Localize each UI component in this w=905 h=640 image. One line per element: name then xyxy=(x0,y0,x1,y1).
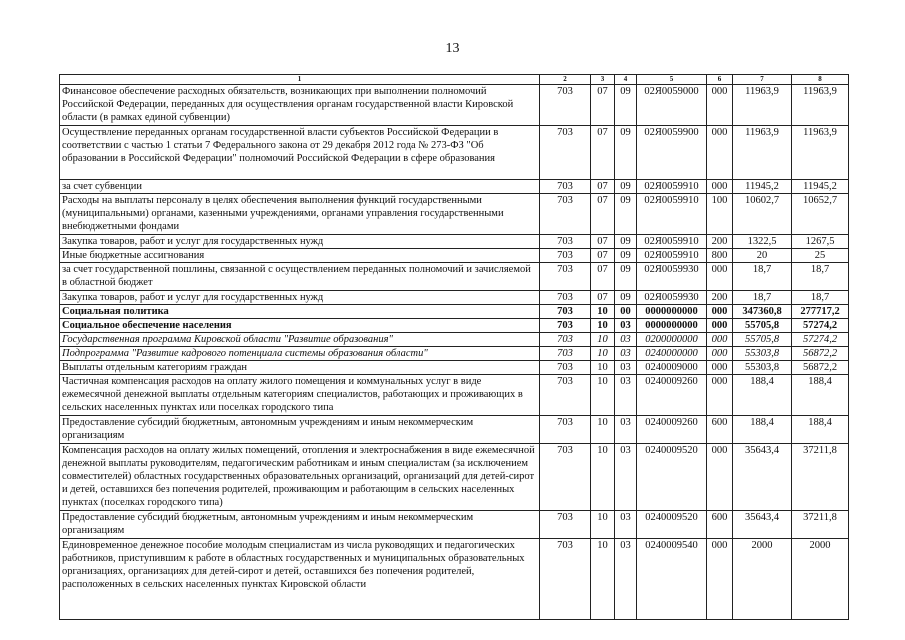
col-3-section: 10 xyxy=(591,333,615,347)
col-2-code: 703 xyxy=(540,416,591,444)
col-6-type: 000 xyxy=(707,375,733,416)
col-3-section: 10 xyxy=(591,305,615,319)
page-number: 13 xyxy=(445,41,460,56)
col-7-value: 188,4 xyxy=(733,375,792,416)
col-3-section: 07 xyxy=(591,263,615,291)
col-3-section: 10 xyxy=(591,319,615,333)
row-description: Частичная компенсация расходов на оплату жилого помещения и коммунальных услуг в виде ежемесячной денежной выплаты отдельным категориям специалистов, работающих и проживающих в сельских населенных пунктах или поселках городского типа xyxy=(60,375,540,416)
col-8-value: 188,4 xyxy=(792,375,849,416)
row-description: Закупка товаров, работ и услуг для государственных нужд xyxy=(60,291,540,305)
col-7-value: 35643,4 xyxy=(733,511,792,539)
col-4-subsection: 03 xyxy=(615,444,637,511)
col-6-type: 000 xyxy=(707,126,733,180)
header-cell: 3 xyxy=(591,75,615,85)
col-3-section: 10 xyxy=(591,361,615,375)
col-7-value: 2000 xyxy=(733,539,792,620)
table-row xyxy=(60,333,849,347)
row-description: за счет государственной пошлины, связанной с осуществлением переданных полномочий и зачисляемой в областной бюджет xyxy=(60,263,540,291)
row-description: Закупка товаров, работ и услуг для государственных нужд xyxy=(60,235,540,249)
col-7-value: 55303,8 xyxy=(733,347,792,361)
row-description: Финансовое обеспечение расходных обязательств, возникающих при выполнении полномочий Российской Федерации, переданных для осуществления органам государственной власти Кировской области (в рамках единой субвенции) xyxy=(60,85,540,126)
table-row xyxy=(60,539,849,620)
col-8-value: 188,4 xyxy=(792,416,849,444)
table-row xyxy=(60,263,849,291)
col-5-target: 0240009000 xyxy=(637,361,707,375)
row-description: Компенсация расходов на оплату жилых помещений, отопления и электроснабжения в виде ежемесячной денежной выплаты руководителям, педагогическим работникам и иным специалистам (за исключением совместителей) областных государственных образовательных организаций, организаций для детей-сирот и детей, оставшихся без попечения родителей, проживающим и работающим в сельских населенных пунктах (поселках городского типа) xyxy=(60,444,540,511)
col-2-code: 703 xyxy=(540,319,591,333)
col-8-value: 11945,2 xyxy=(792,180,849,194)
col-5-target: 0000000000 xyxy=(637,305,707,319)
col-5-target: 02Я0059910 xyxy=(637,249,707,263)
col-5-target: 0240009540 xyxy=(637,539,707,620)
table-row xyxy=(60,511,849,539)
row-description: Расходы на выплаты персоналу в целях обеспечения выполнения функций государственными (муниципальными) органами, казенными учреждениями, органами управления государственными внебюджетными фондами xyxy=(60,194,540,235)
table-row xyxy=(60,319,849,333)
col-3-section: 07 xyxy=(591,291,615,305)
row-description: Социальная политика xyxy=(60,305,540,319)
budget-table xyxy=(59,74,849,620)
col-5-target: 0240009260 xyxy=(637,375,707,416)
row-description: Единовременное денежное пособие молодым специалистам из числа руководящих и педагогических работников, приступившим к работе в областных государственных и муниципальных образовательных организациях, организациях для детей-сирот и детей, оставшихся без попечения родителей, расположенных в сельских населенных пунктах Кировской области xyxy=(60,539,540,620)
col-6-type: 000 xyxy=(707,263,733,291)
col-6-type: 000 xyxy=(707,85,733,126)
col-7-value: 347360,8 xyxy=(733,305,792,319)
col-3-section: 10 xyxy=(591,416,615,444)
table-row xyxy=(60,347,849,361)
col-5-target: 0000000000 xyxy=(637,319,707,333)
col-3-section: 07 xyxy=(591,126,615,180)
col-6-type: 000 xyxy=(707,319,733,333)
col-7-value: 10602,7 xyxy=(733,194,792,235)
col-8-value: 11963,9 xyxy=(792,85,849,126)
col-3-section: 07 xyxy=(591,249,615,263)
table-row xyxy=(60,444,849,511)
col-4-subsection: 03 xyxy=(615,361,637,375)
col-8-value: 277717,2 xyxy=(792,305,849,319)
col-6-type: 200 xyxy=(707,235,733,249)
col-2-code: 703 xyxy=(540,539,591,620)
col-2-code: 703 xyxy=(540,444,591,511)
col-5-target: 0200000000 xyxy=(637,333,707,347)
col-6-type: 000 xyxy=(707,361,733,375)
col-7-value: 55303,8 xyxy=(733,361,792,375)
col-4-subsection: 09 xyxy=(615,235,637,249)
col-2-code: 703 xyxy=(540,235,591,249)
row-description: Осуществление переданных органам государственной власти субъектов Российской Федерации в соответствии с частью 1 статьи 7 Федерального закона от 29 декабря 2012 года № 273-ФЗ "Об образовании в Российской Федерации" полномочий Российской Федерации в сфере образования xyxy=(60,126,540,180)
col-2-code: 703 xyxy=(540,333,591,347)
col-7-value: 35643,4 xyxy=(733,444,792,511)
col-8-value: 11963,9 xyxy=(792,126,849,180)
col-7-value: 11963,9 xyxy=(733,85,792,126)
col-8-value: 1267,5 xyxy=(792,235,849,249)
col-5-target: 0240009260 xyxy=(637,416,707,444)
table-row xyxy=(60,361,849,375)
col-3-section: 07 xyxy=(591,235,615,249)
col-8-value: 57274,2 xyxy=(792,333,849,347)
header-cell: 2 xyxy=(540,75,591,85)
col-8-value: 57274,2 xyxy=(792,319,849,333)
col-6-type: 600 xyxy=(707,416,733,444)
col-7-value: 11945,2 xyxy=(733,180,792,194)
row-description: Подпрограмма "Развитие кадрового потенциала системы образования области" xyxy=(60,347,540,361)
col-6-type: 000 xyxy=(707,444,733,511)
col-3-section: 10 xyxy=(591,511,615,539)
col-7-value: 11963,9 xyxy=(733,126,792,180)
col-4-subsection: 03 xyxy=(615,333,637,347)
col-7-value: 18,7 xyxy=(733,263,792,291)
table-row xyxy=(60,235,849,249)
row-description: Социальное обеспечение населения xyxy=(60,319,540,333)
col-3-section: 10 xyxy=(591,347,615,361)
col-6-type: 000 xyxy=(707,305,733,319)
col-2-code: 703 xyxy=(540,263,591,291)
col-2-code: 703 xyxy=(540,85,591,126)
header-cell: 4 xyxy=(615,75,637,85)
col-8-value: 37211,8 xyxy=(792,444,849,511)
col-4-subsection: 03 xyxy=(615,539,637,620)
col-3-section: 07 xyxy=(591,180,615,194)
table-row xyxy=(60,85,849,126)
col-2-code: 703 xyxy=(540,375,591,416)
col-4-subsection: 09 xyxy=(615,194,637,235)
col-6-type: 200 xyxy=(707,291,733,305)
table-row xyxy=(60,249,849,263)
col-4-subsection: 09 xyxy=(615,291,637,305)
table-row xyxy=(60,291,849,305)
col-5-target: 02Я0059910 xyxy=(637,180,707,194)
col-4-subsection: 00 xyxy=(615,305,637,319)
col-8-value: 2000 xyxy=(792,539,849,620)
col-8-value: 56872,2 xyxy=(792,347,849,361)
header-cell: 8 xyxy=(792,75,849,85)
col-5-target: 02Я0059930 xyxy=(637,263,707,291)
col-6-type: 000 xyxy=(707,539,733,620)
row-description: Выплаты отдельным категориям граждан xyxy=(60,361,540,375)
col-3-section: 10 xyxy=(591,375,615,416)
col-6-type: 600 xyxy=(707,511,733,539)
table-row xyxy=(60,194,849,235)
col-7-value: 20 xyxy=(733,249,792,263)
row-description: Иные бюджетные ассигнования xyxy=(60,249,540,263)
header-cell: 7 xyxy=(733,75,792,85)
col-3-section: 10 xyxy=(591,539,615,620)
col-8-value: 10652,7 xyxy=(792,194,849,235)
col-7-value: 1322,5 xyxy=(733,235,792,249)
table-row xyxy=(60,305,849,319)
col-6-type: 800 xyxy=(707,249,733,263)
col-5-target: 02Я0059000 xyxy=(637,85,707,126)
row-description: Предоставление субсидий бюджетным, автономным учреждениям и иным некоммерческим организациям xyxy=(60,511,540,539)
col-2-code: 703 xyxy=(540,180,591,194)
row-description: Предоставление субсидий бюджетным, автономным учреждениям и иным некоммерческим организациям xyxy=(60,416,540,444)
col-5-target: 02Я0059910 xyxy=(637,235,707,249)
col-4-subsection: 03 xyxy=(615,511,637,539)
col-2-code: 703 xyxy=(540,291,591,305)
col-6-type: 100 xyxy=(707,194,733,235)
table-row xyxy=(60,180,849,194)
header-cell: 1 xyxy=(60,75,540,85)
col-2-code: 703 xyxy=(540,347,591,361)
header-cell: 6 xyxy=(707,75,733,85)
col-8-value: 25 xyxy=(792,249,849,263)
col-5-target: 02Я0059910 xyxy=(637,194,707,235)
col-6-type: 000 xyxy=(707,347,733,361)
col-4-subsection: 09 xyxy=(615,126,637,180)
row-description: Государственная программа Кировской области "Развитие образования" xyxy=(60,333,540,347)
row-description: за счет субвенции xyxy=(60,180,540,194)
col-5-target: 02Я0059930 xyxy=(637,291,707,305)
col-8-value: 56872,2 xyxy=(792,361,849,375)
col-7-value: 18,7 xyxy=(733,291,792,305)
col-5-target: 02Я0059900 xyxy=(637,126,707,180)
col-4-subsection: 03 xyxy=(615,375,637,416)
col-3-section: 07 xyxy=(591,194,615,235)
col-7-value: 55705,8 xyxy=(733,333,792,347)
col-8-value: 18,7 xyxy=(792,291,849,305)
col-7-value: 55705,8 xyxy=(733,319,792,333)
table-row xyxy=(60,375,849,416)
col-2-code: 703 xyxy=(540,511,591,539)
col-4-subsection: 09 xyxy=(615,85,637,126)
col-4-subsection: 03 xyxy=(615,347,637,361)
col-2-code: 703 xyxy=(540,361,591,375)
col-4-subsection: 09 xyxy=(615,263,637,291)
col-8-value: 37211,8 xyxy=(792,511,849,539)
table-row xyxy=(60,416,849,444)
col-2-code: 703 xyxy=(540,194,591,235)
col-3-section: 10 xyxy=(591,444,615,511)
col-7-value: 188,4 xyxy=(733,416,792,444)
header-cell: 5 xyxy=(637,75,707,85)
table-header-row xyxy=(60,75,849,85)
col-8-value: 18,7 xyxy=(792,263,849,291)
table-row xyxy=(60,126,849,180)
col-4-subsection: 03 xyxy=(615,319,637,333)
col-6-type: 000 xyxy=(707,180,733,194)
col-4-subsection: 09 xyxy=(615,249,637,263)
col-5-target: 0240009520 xyxy=(637,511,707,539)
col-5-target: 0240009520 xyxy=(637,444,707,511)
col-4-subsection: 09 xyxy=(615,180,637,194)
col-5-target: 0240000000 xyxy=(637,347,707,361)
col-6-type: 000 xyxy=(707,333,733,347)
col-2-code: 703 xyxy=(540,305,591,319)
col-4-subsection: 03 xyxy=(615,416,637,444)
col-2-code: 703 xyxy=(540,126,591,180)
col-3-section: 07 xyxy=(591,85,615,126)
col-2-code: 703 xyxy=(540,249,591,263)
